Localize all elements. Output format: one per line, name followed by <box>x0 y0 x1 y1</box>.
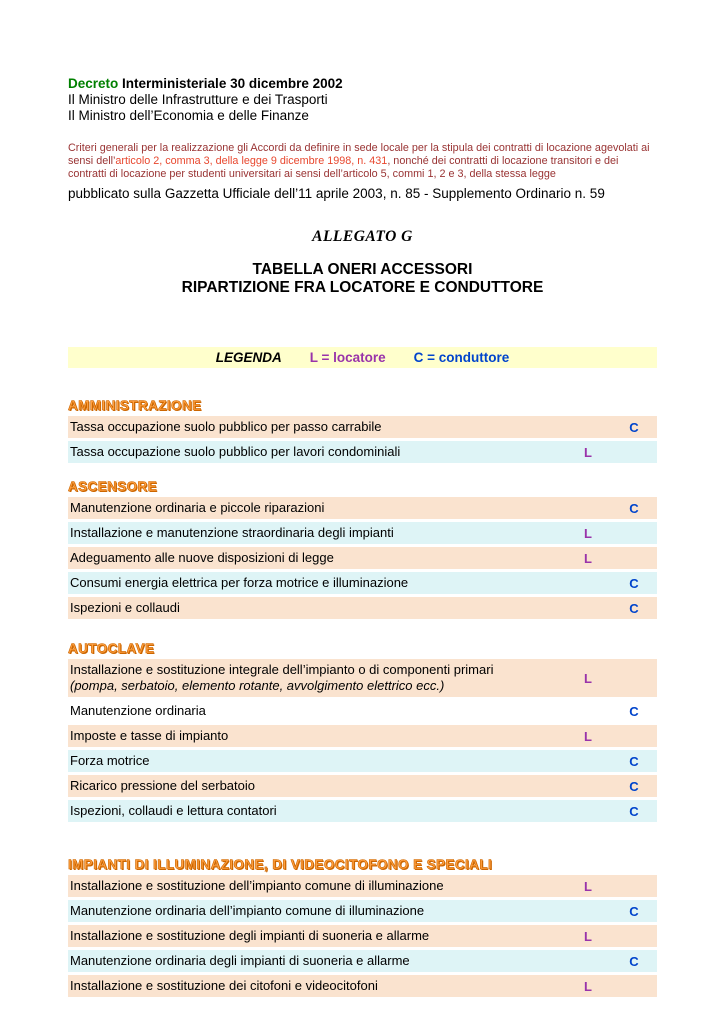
conduttore-cell: C <box>629 600 639 616</box>
row-description: Tassa occupazione suolo pubblico per passo carrabile <box>70 419 382 434</box>
row-description: Installazione e manutenzione straordinaria degli impianti <box>70 525 394 540</box>
table-row <box>68 925 657 947</box>
conduttore-cell: C <box>629 500 639 516</box>
table-row <box>68 522 657 544</box>
locatore-cell: L <box>584 728 592 744</box>
title-line-1: TABELLA ONERI ACCESSORI <box>252 261 473 278</box>
locatore-cell: L <box>584 878 592 894</box>
document-content <box>68 76 657 997</box>
row-description: Installazione e sostituzione dei citofoni e videocitofoni <box>70 978 378 993</box>
section-title: ASCENSORE <box>68 479 158 494</box>
decree-rest: Interministeriale 30 dicembre 2002 <box>118 76 343 91</box>
criteria-segment-2: , nonché dei contratti di locazione transitori e dei contratti di locazione per studenti universitari ai sensi dell’articolo 5, commi 1, 2 e 3, della stessa legge <box>68 155 619 180</box>
document-title <box>68 261 657 297</box>
title-line-2: RIPARTIZIONE FRA LOCATORE E CONDUTTORE <box>181 279 544 296</box>
legend-bar <box>68 347 657 368</box>
legend-locatore: L = locatore <box>309 350 386 365</box>
row-description: Ricarico pressione del serbatoio <box>70 778 255 793</box>
row-description: Installazione e sostituzione dell’impianto comune di illuminazione <box>70 878 444 893</box>
row-description: Manutenzione ordinaria dell’impianto comune di illuminazione <box>70 903 425 918</box>
locatore-cell: L <box>584 928 592 944</box>
row-description: Ispezioni, collaudi e lettura contatori <box>70 803 277 818</box>
row-description: Manutenzione ordinaria e piccole riparazioni <box>70 500 325 515</box>
row-description: Consumi energia elettrica per forza motrice e illuminazione <box>70 575 409 590</box>
row-description: Adeguamento alle nuove disposizioni di legge <box>70 550 334 565</box>
table-row <box>68 497 657 519</box>
row-description: Installazione e sostituzione integrale dell’impianto o di componenti primari (pompa, serbatoio, elemento rotante, avvolgimento elettrico ecc.) <box>70 662 494 693</box>
minister-line-1: Il Ministro delle Infrastrutture e dei Trasporti <box>68 92 328 107</box>
table-section <box>68 641 657 822</box>
row-description: Tassa occupazione suolo pubblico per lavori condominiali <box>70 444 401 459</box>
table-row <box>68 775 657 797</box>
locatore-cell: L <box>584 525 592 541</box>
table-row <box>68 950 657 972</box>
section-title: AMMINISTRAZIONE <box>68 398 202 413</box>
publication-line: pubblicato sulla Gazzetta Ufficiale dell’11 aprile 2003, n. 85 - Supplemento Ordinario n. 59 <box>68 186 605 201</box>
table-section <box>68 479 657 619</box>
table-row <box>68 700 657 722</box>
locatore-cell: L <box>584 670 592 686</box>
section-title: IMPIANTI DI ILLUMINAZIONE, DI VIDEOCITOFONO E SPECIALI <box>68 857 493 872</box>
table-row <box>68 800 657 822</box>
table-row <box>68 659 657 697</box>
legend-label: LEGENDA <box>215 350 282 365</box>
conduttore-cell: C <box>629 778 639 794</box>
criteria-segment-1: Criteri generali per la realizzazione gli Accordi da definire in sede locale per la stipula dei contratti di locazione agevolati ai sensi dell’ <box>68 142 650 167</box>
table-row <box>68 875 657 897</box>
row-description: Imposte e tasse di impianto <box>70 728 229 743</box>
table-row <box>68 597 657 619</box>
row-description: Installazione e sostituzione degli impianti di suoneria e allarme <box>70 928 430 943</box>
table-row <box>68 725 657 747</box>
locatore-cell: L <box>584 550 592 566</box>
law-reference-link[interactable]: articolo 2, comma 3, della legge 9 dicembre 1998, n. 431 <box>115 155 388 167</box>
table-row <box>68 900 657 922</box>
row-description: Forza motrice <box>70 753 150 768</box>
table-row <box>68 416 657 438</box>
legend-conduttore: C = conduttore <box>413 350 510 365</box>
conduttore-cell: C <box>629 953 639 969</box>
row-description: Ispezioni e collaudi <box>70 600 180 615</box>
locatore-cell: L <box>584 444 592 460</box>
table-row <box>68 750 657 772</box>
section-title: AUTOCLAVE <box>68 641 155 656</box>
table-section <box>68 398 657 463</box>
row-description: Manutenzione ordinaria <box>70 703 206 718</box>
table-row <box>68 572 657 594</box>
conduttore-cell: C <box>629 803 639 819</box>
table-row <box>68 547 657 569</box>
locatore-cell: L <box>584 978 592 994</box>
conduttore-cell: C <box>629 903 639 919</box>
row-description: Manutenzione ordinaria degli impianti di suoneria e allarme <box>70 953 410 968</box>
conduttore-cell: C <box>629 703 639 719</box>
table-section <box>68 857 657 997</box>
table-row <box>68 441 657 463</box>
criteria-paragraph <box>68 142 657 181</box>
decree-title <box>68 76 657 92</box>
table-row <box>68 975 657 997</box>
allegato-label: ALLEGATO G <box>312 228 413 245</box>
sections-container <box>68 398 657 997</box>
conduttore-cell: C <box>629 575 639 591</box>
conduttore-cell: C <box>629 419 639 435</box>
minister-line-2: Il Ministro dell’Economia e delle Finanze <box>68 108 309 123</box>
decree-word: Decreto <box>68 76 119 91</box>
conduttore-cell: C <box>629 753 639 769</box>
